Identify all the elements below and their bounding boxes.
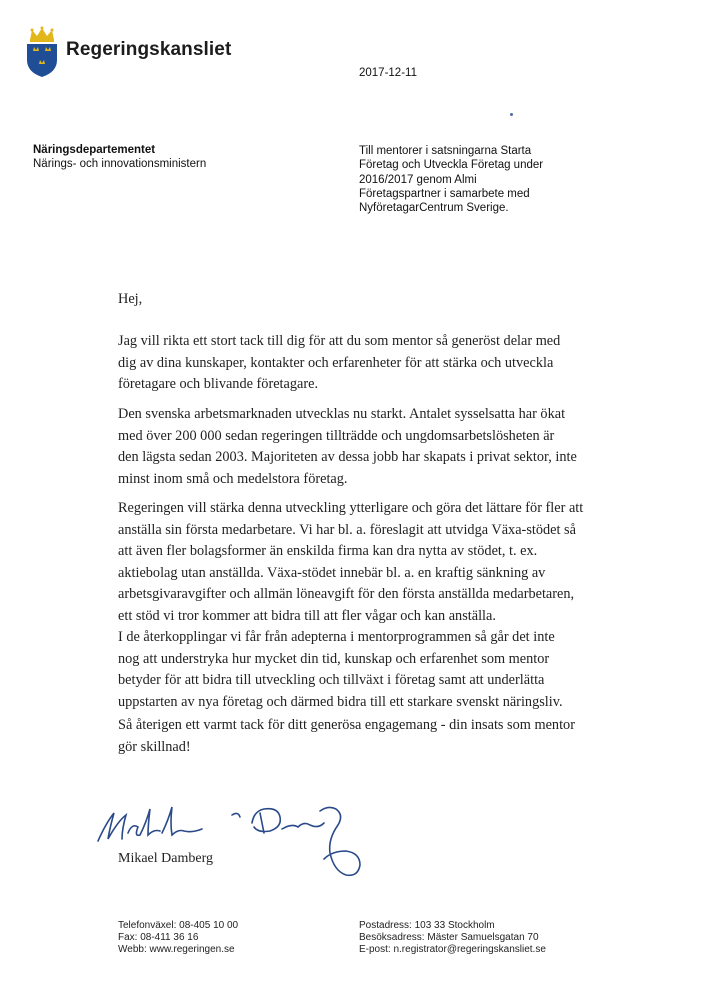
- paragraph-line: Så återigen ett varmt tack för ditt generösa engagemang - din insats som mentor: [118, 717, 575, 733]
- paragraph-3: [118, 498, 638, 627]
- paragraph-4: [118, 627, 638, 713]
- paragraph-line: betyder för att bidra till utveckling och tillväxt i företag samt att underlätta: [118, 672, 545, 688]
- sender-department: Näringsdepartementet: [33, 144, 156, 156]
- footer-fax: Fax: 08-411 36 16: [118, 932, 199, 943]
- paragraph-line: I de återkopplingar vi får från adepterna i mentorprogrammen så går det inte: [118, 629, 555, 645]
- recipient-line: 2016/2017 genom Almi: [359, 173, 477, 186]
- paragraph-line: att även fler bolagsformer än enskilda firma kan dra nytta av stödet, t. ex.: [118, 543, 538, 559]
- paragraph-line: den lägsta sedan 2003. Majoriteten av dessa jobb har skapats i privat sektor, inte: [118, 449, 577, 465]
- footer-postal: Postadress: 103 33 Stockholm: [359, 920, 495, 931]
- footer-email: E-post: n.registrator@regeringskansliet.se: [359, 944, 546, 955]
- paragraph-line: nog att understryka hur mycket din tid, kunskap och erfarenhet som mentor: [118, 650, 550, 667]
- recipient-line: NyföretagarCentrum Sverige.: [359, 202, 509, 215]
- footer-contact: [118, 920, 238, 956]
- signature: [92, 793, 392, 883]
- signer-name: Mikael Damberg: [118, 851, 213, 866]
- paragraph-line: uppstarten av nya företag och därmed bidra till ett starkare svenskt näringsliv.: [118, 693, 563, 710]
- paragraph-line: dig av dina kunskaper, kontakter och erfarenheter för att stärka och utveckla: [118, 354, 554, 371]
- footer-address: [359, 920, 546, 956]
- paragraph-line: Regeringen vill stärka denna utveckling ytterligare och göra det lättare för fler att: [118, 500, 584, 516]
- paragraph-line: anställa sin första medarbetare. Vi har bl. a. föreslagit att utvidga Växa-stödet så: [118, 521, 576, 538]
- paragraph-5: [118, 715, 638, 758]
- paragraph-line: gör skillnad!: [118, 738, 191, 755]
- letter-date: 2017-12-11: [359, 67, 417, 79]
- recipient-line: Företagspartner i samarbete med: [359, 187, 530, 200]
- footer-phone: Telefonväxel: 08-405 10 00: [118, 920, 239, 931]
- paragraph-line: företagare och blivande företagare.: [118, 376, 319, 392]
- paragraph-line: Jag vill rikta ett stort tack till dig för att du som mentor så generöst delar med: [118, 333, 561, 349]
- paragraph-2: [118, 404, 638, 490]
- stray-mark: [510, 113, 513, 116]
- footer-visit: Besöksadress: Mäster Samuelsgatan 70: [359, 932, 539, 943]
- org-name: Regeringskansliet: [66, 39, 232, 60]
- greeting: Hej,: [118, 291, 143, 307]
- paragraph-line: med över 200 000 sedan regeringen tillträdde och ungdomsarbetslösheten är: [118, 427, 555, 444]
- paragraph-line: arbetsgivaravgifter och allmän löneavgift för den första anställda medarbetaren,: [118, 586, 575, 602]
- recipient-line: Till mentorer i satsningarna Starta: [359, 145, 532, 157]
- recipient-line: Företag och Utveckla Företag under: [359, 159, 544, 172]
- recipient-block: [359, 144, 589, 215]
- paragraph-line: ett stöd vi tror kommer att bidra till att fler vågar och kan anställa.: [118, 607, 496, 624]
- sender-minister: Närings- och innovationsministern: [33, 158, 207, 170]
- paragraph-1: [118, 331, 638, 396]
- footer-web: Webb: www.regeringen.se: [118, 944, 235, 955]
- paragraph-line: aktiebolag utan anställda. Växa-stödet innebär bl. a. en kraftig sänkning av: [118, 564, 546, 581]
- crest-logo: [22, 26, 62, 78]
- paragraph-line: Den svenska arbetsmarknaden utvecklas nu starkt. Antalet sysselsatta har ökat: [118, 406, 566, 422]
- paragraph-line: minst inom små och medelstora företag.: [118, 470, 348, 487]
